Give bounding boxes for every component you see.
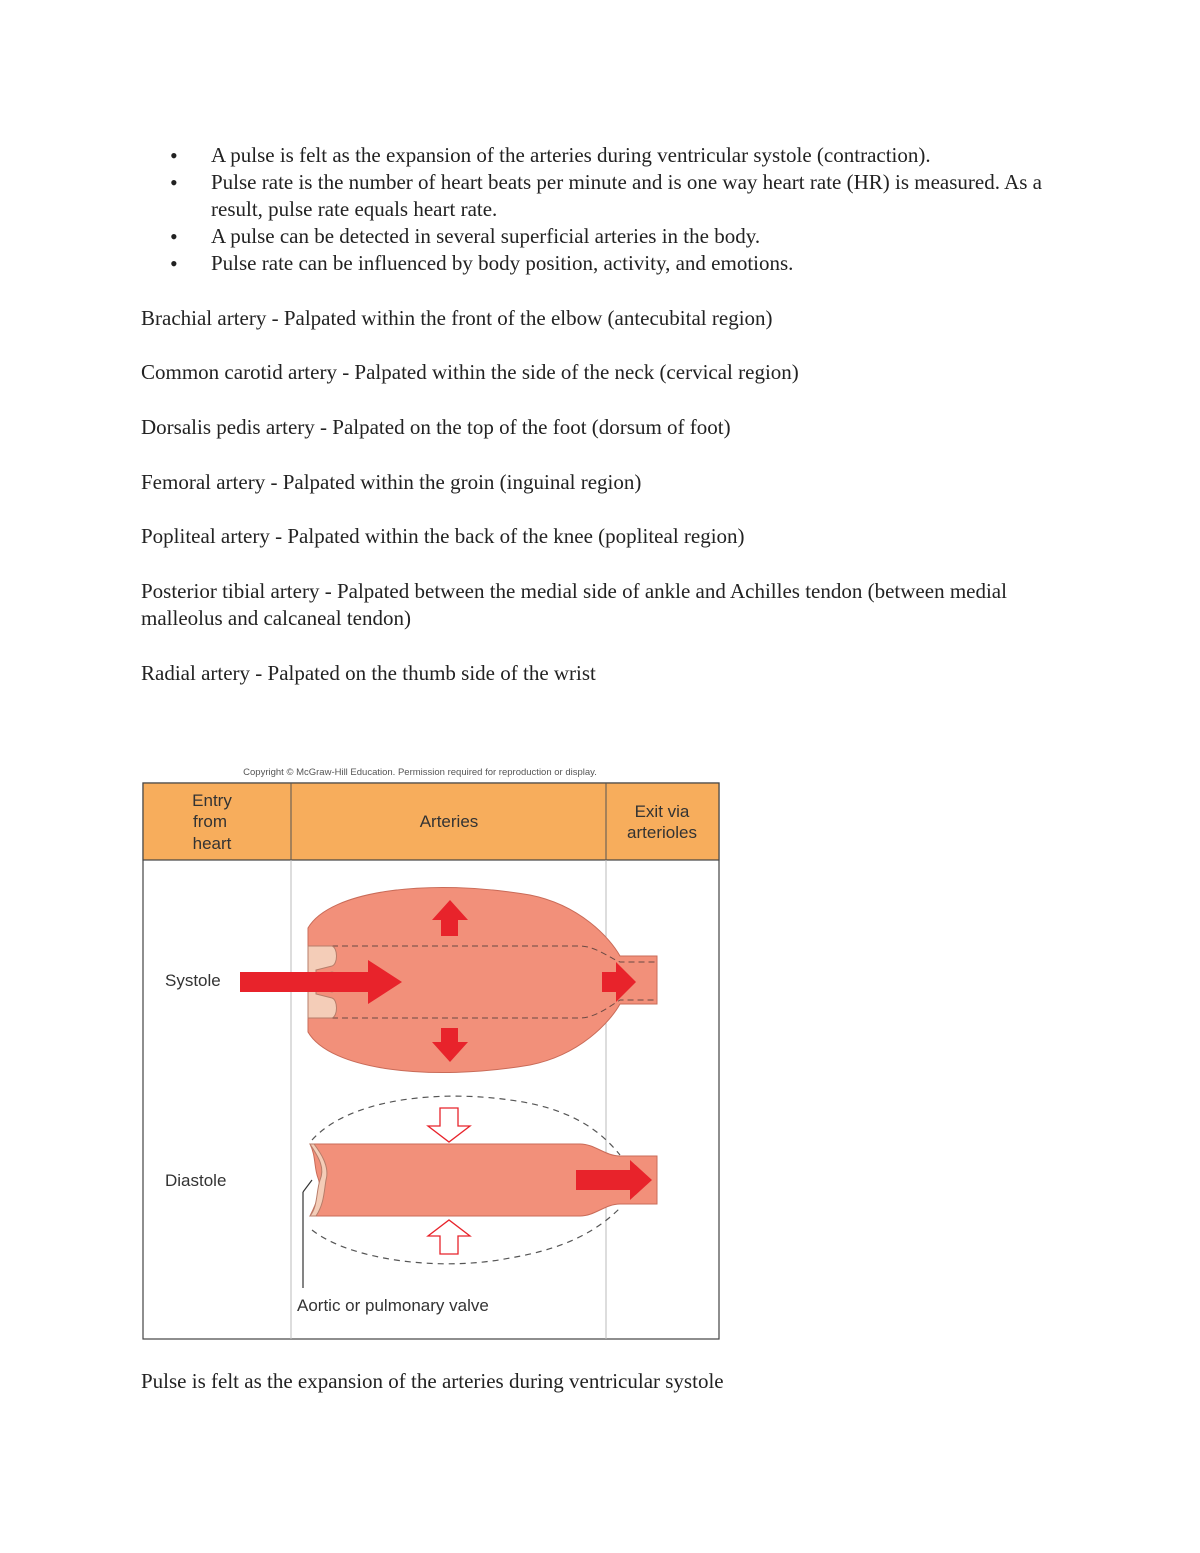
header-exit-line: Exit via [634,802,690,821]
header-arteries: Arteries [419,812,479,831]
artery-posterior-tibial: Posterior tibial artery - Palpated between the medial side of ankle and Achilles tendon (between medial malleolus and calcaneal tendon) [141,579,1007,630]
bullet-list [170,142,1070,277]
artery-popliteal: Popliteal artery - Palpated within the back of the knee (popliteal region) [141,524,745,548]
bullet-item: • Pulse rate is the number of heart beats per minute and is one way heart rate (HR) is measured. As a result, pulse rate equals heart rate. [170,169,1070,223]
label-systole: Systole [165,971,221,990]
artery-femoral: Femoral artery - Palpated within the groin (inguinal region) [141,470,642,494]
label-diastole: Diastole [165,1171,227,1190]
header-exit-line: arterioles [627,823,697,842]
figure-caption: Pulse is felt as the expansion of the arteries during ventricular systole [141,1369,724,1393]
pulse-figure [140,760,724,1342]
bullet-item: • Pulse rate can be influenced by body position, activity, and emotions. [170,250,1070,277]
copyright-notice: Copyright © McGraw-Hill Education. Permission required for reproduction or display. [243,767,597,778]
pulse-diagram [140,760,724,1342]
artery-dorsalis-pedis: Dorsalis pedis artery - Palpated on the top of the foot (dorsum of foot) [141,415,731,439]
bullet-item: • A pulse can be detected in several superficial arteries in the body. [170,223,1070,250]
header-entry-line: Entry [192,791,232,810]
header-entry-line: from [193,812,227,831]
label-valve: Aortic or pulmonary valve [297,1296,489,1315]
artery-brachial: Brachial artery - Palpated within the front of the elbow (antecubital region) [141,306,773,330]
artery-radial: Radial artery - Palpated on the thumb side of the wrist [141,661,596,685]
artery-common-carotid: Common carotid artery - Palpated within the side of the neck (cervical region) [141,360,799,384]
bullet-item: • A pulse is felt as the expansion of the arteries during ventricular systole (contraction). [170,142,1070,169]
header-entry-line: heart [192,834,232,853]
